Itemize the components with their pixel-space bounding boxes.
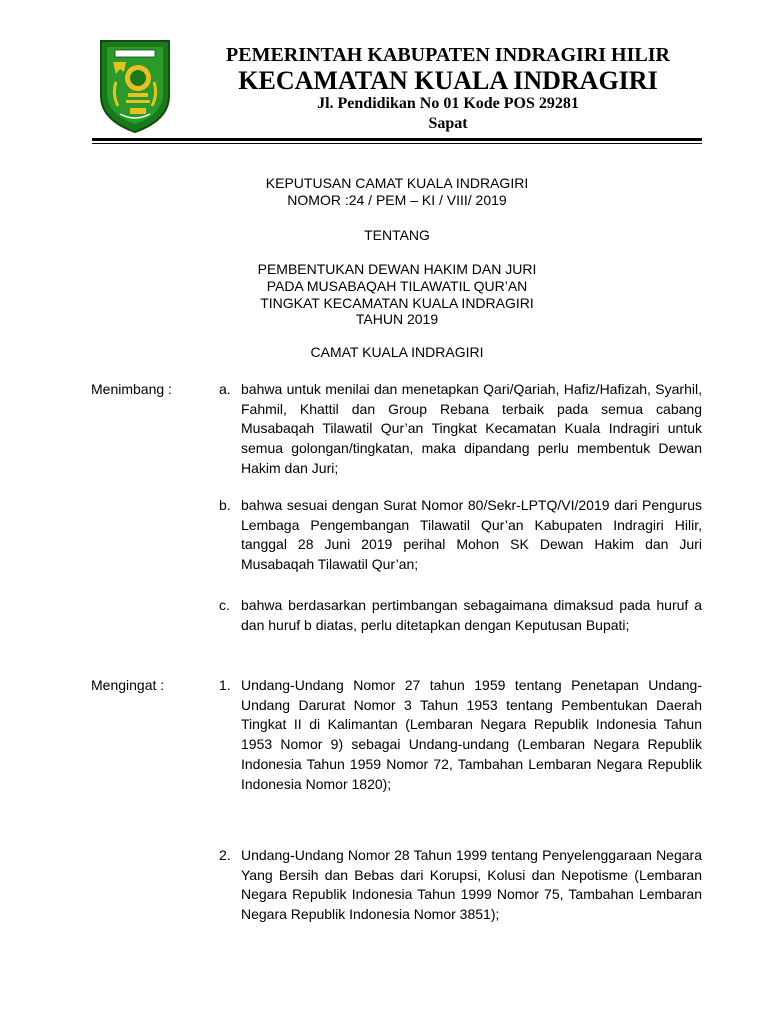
decree-issuer: CAMAT KUALA INDRAGIRI — [310, 344, 484, 360]
decree-subject-line: TAHUN 2019 — [355, 311, 439, 327]
org-government-name: PEMERINTAH KABUPATEN INDRAGIRI HILIR — [226, 44, 670, 66]
letterhead-divider-thick — [92, 138, 702, 141]
menimbang-marker: b. — [219, 497, 231, 513]
menimbang-marker: a. — [219, 381, 231, 397]
org-address: Jl. Pendidikan No 01 Kode POS 29281 — [317, 95, 579, 112]
mengingat-marker: 1. — [219, 677, 231, 693]
org-district-name: KECAMATAN KUALA INDRAGIRI — [238, 66, 658, 95]
decree-title: KEPUTUSAN CAMAT KUALA INDRAGIRI — [265, 175, 529, 191]
mengingat-marker: 2. — [219, 847, 231, 863]
letterhead — [0, 0, 768, 150]
decree-subject-line: TINGKAT KECAMATAN KUALA INDRAGIRI — [260, 295, 534, 311]
decree-tentang: TENTANG — [364, 227, 430, 243]
mengingat-item: Undang-Undang Nomor 27 tahun 1959 tentang Penetapan Undang-Undang Darurat Nomor 3 Tahun 1953 tentang Pembentukan Daerah Tingkat II di Kalimantan (Lembaran Negara Republik Indonesia Tahun 1953 Nomor 9) sebagai Undang-undang (Lembaran Negara Republik Indonesia Tahun 1959 Nomor 72, Tambahan Lembaran Negara Republik Indonesia Nomor 1820); — [241, 677, 702, 792]
menimbang-item: bahwa untuk menilai dan menetapkan Qari/Qariah, Hafiz/Hafizah, Syarhil, Fahmil, Khattil dan Group Rebana terbaik pada semua cabang Musabaqah Tilawatil Qur’an Tingkat Kecamatan Kuala Indragiri untuk semua golongan/tingkatan, maka dipandang perlu membentuk Dewan Hakim dan Juri; — [241, 381, 702, 476]
decree-subject-line: PEMBENTUKAN DEWAN HAKIM DAN JURI — [257, 261, 537, 277]
decree-subject-line: PADA MUSABAQAH TILAWATIL QUR’AN — [266, 278, 528, 294]
menimbang-marker: c. — [219, 597, 230, 613]
org-city: Sapat — [428, 115, 468, 132]
menimbang-item: bahwa berdasarkan pertimbangan sebagaimana dimaksud pada huruf a dan huruf b diatas, perlu ditetapkan dengan Keputusan Bupati; — [241, 597, 702, 633]
menimbang-label: Menimbang : — [91, 381, 172, 397]
menimbang-item: bahwa sesuai dengan Surat Nomor 80/Sekr-LPTQ/VI/2019 dari Pengurus Lembaga Pengembangan Tilawatil Qur’an Kabupaten Indragiri Hilir, tanggal 28 Juni 2019 perihal Mohon SK Dewan Hakim dan Juri Musabaqah Tilawatil Qur’an; — [241, 497, 702, 573]
mengingat-item: Undang-Undang Nomor 28 Tahun 1999 tentang Penyelenggaraan Negara Yang Bersih dan Bebas dari Korupsi, Kolusi dan Nepotisme (Lembaran Negara Republik Indonesia Tahun 1999 Nomor 75, Tambahan Lembaran Negara Republik Indonesia Nomor 3851); — [241, 847, 702, 923]
letterhead-divider-thin — [92, 143, 702, 144]
decree-number: NOMOR :24 / PEM – KI / VIII/ 2019 — [287, 192, 507, 208]
regency-shield-emblem-icon — [98, 38, 172, 134]
mengingat-label: Mengingat : — [91, 677, 165, 693]
